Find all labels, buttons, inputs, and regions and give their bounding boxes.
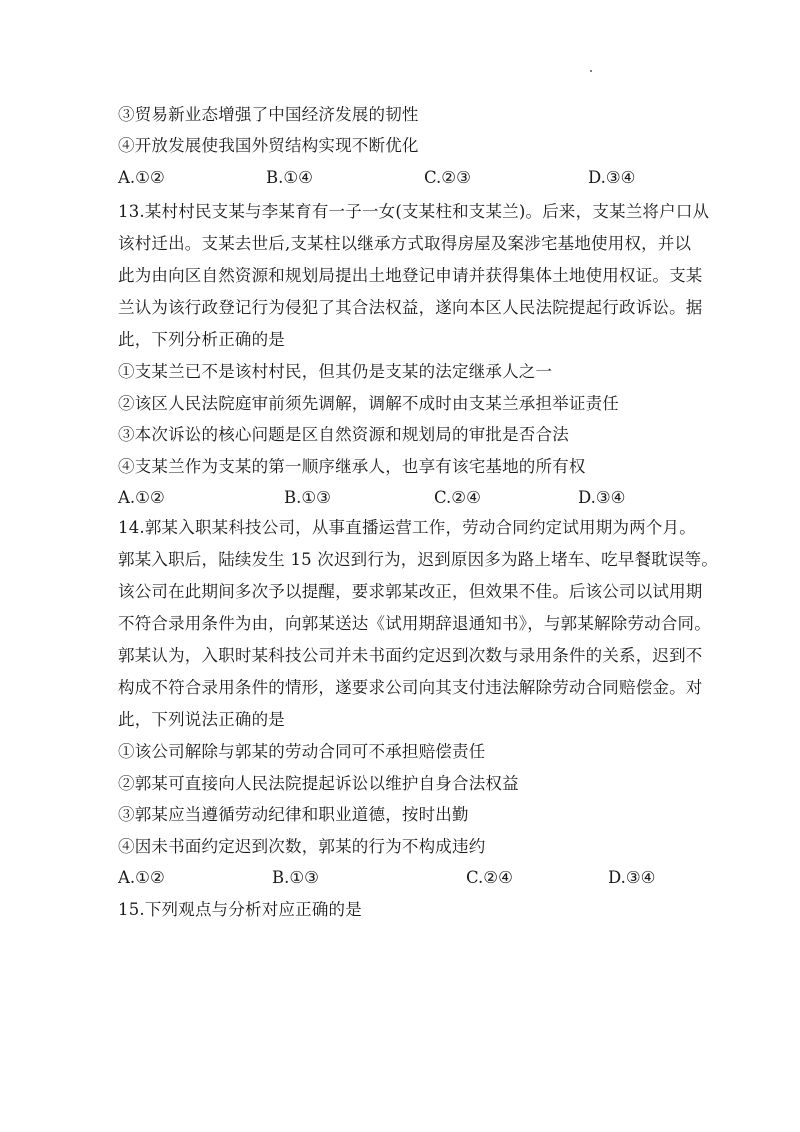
- q13-statement-2: ②该区人民法院庭审前须先调解，调解不成时由支某兰承担举证责任: [118, 394, 619, 413]
- q14-option-a: A.①②: [118, 868, 165, 887]
- q14-statement-4: ④因未书面约定迟到次数，郭某的行为不构成违约: [118, 837, 486, 856]
- q13-statement-3: ③本次诉讼的核心问题是区自然资源和规划局的审批是否合法: [118, 425, 569, 444]
- q14-stem-line-1: 14.郭某入职某科技公司，从事直播运营工作，劳动合同约定试用期为两个月。: [118, 518, 696, 537]
- prev-option-b: B.①④: [266, 168, 313, 187]
- q14-stem-line-2: 郭某入职后，陆续发生 15 次迟到行为，迟到原因多为路上堵车、吃早餐耽误等。: [118, 550, 719, 569]
- q14-option-d: D.③④: [608, 868, 656, 887]
- q13-option-b: B.①③: [284, 488, 331, 507]
- q14-stem-line-5: 郭某认为，入职时某科技公司并未书面约定迟到次数与录用条件的关系，迟到不: [118, 646, 703, 665]
- q14-stem-line-6: 构成不符合录用条件的情形，遂要求公司向其支付违法解除劳动合同赔偿金。对: [118, 678, 703, 697]
- q13-stem-line-5: 此，下列分析正确的是: [118, 330, 285, 349]
- prev-option-d: D.③④: [588, 168, 636, 187]
- q13-stem-line-4: 兰认为该行政登记行为侵犯了其合法权益，遂向本区人民法院提起行政诉讼。据: [118, 298, 703, 317]
- q14-statement-2: ②郭某可直接向人民法院提起诉讼以维护自身合法权益: [118, 774, 519, 793]
- q13-statement-4: ④支某兰作为支某的第一顺序继承人，也享有该宅基地的所有权: [118, 457, 586, 476]
- q13-statement-1: ①支某兰已不是该村村民，但其仍是支某的法定继承人之一: [118, 362, 553, 381]
- q13-option-c: C.②④: [434, 488, 481, 507]
- q14-statement-1: ①该公司解除与郭某的劳动合同可不承担赔偿责任: [118, 742, 486, 761]
- prev-option-a: A.①②: [118, 168, 165, 187]
- q13-option-a: A.①②: [118, 488, 165, 507]
- prev-statement-4: ④开放发展使我国外贸结构实现不断优化: [118, 136, 419, 155]
- q14-option-b: B.①③: [272, 868, 319, 887]
- q13-stem-line-3: 此为由向区自然资源和规划局提出土地登记申请并获得集体土地使用权证。支某: [118, 266, 703, 285]
- q14-stem-line-7: 此，下列说法正确的是: [118, 710, 285, 729]
- q15-stem-line-1: 15.下列观点与分析对应正确的是: [118, 900, 362, 919]
- page-mark: [590, 70, 592, 72]
- q13-option-d: D.③④: [578, 488, 626, 507]
- q14-stem-line-3: 该公司在此期间多次予以提醒，要求郭某改正，但效果不佳。后该公司以试用期: [118, 582, 703, 601]
- q14-option-c: C.②④: [466, 868, 513, 887]
- q14-stem-line-4: 不符合录用条件为由，向郭某送达《试用期辞退通知书》，与郭某解除劳动合同。: [118, 614, 711, 633]
- prev-statement-3: ③贸易新业态增强了中国经济发展的韧性: [118, 105, 419, 124]
- q14-statement-3: ③郭某应当遵循劳动纪律和职业道德，按时出勤: [118, 805, 469, 824]
- prev-option-c: C.②③: [424, 168, 471, 187]
- q13-stem-line-1: 13.某村村民支某与李某育有一子一女(支某柱和支某兰)。后来，支某兰将户口从: [118, 202, 710, 221]
- q13-stem-line-2: 该村迁出。支某去世后,支某柱以继承方式取得房屋及案涉宅基地使用权，并以: [118, 234, 692, 253]
